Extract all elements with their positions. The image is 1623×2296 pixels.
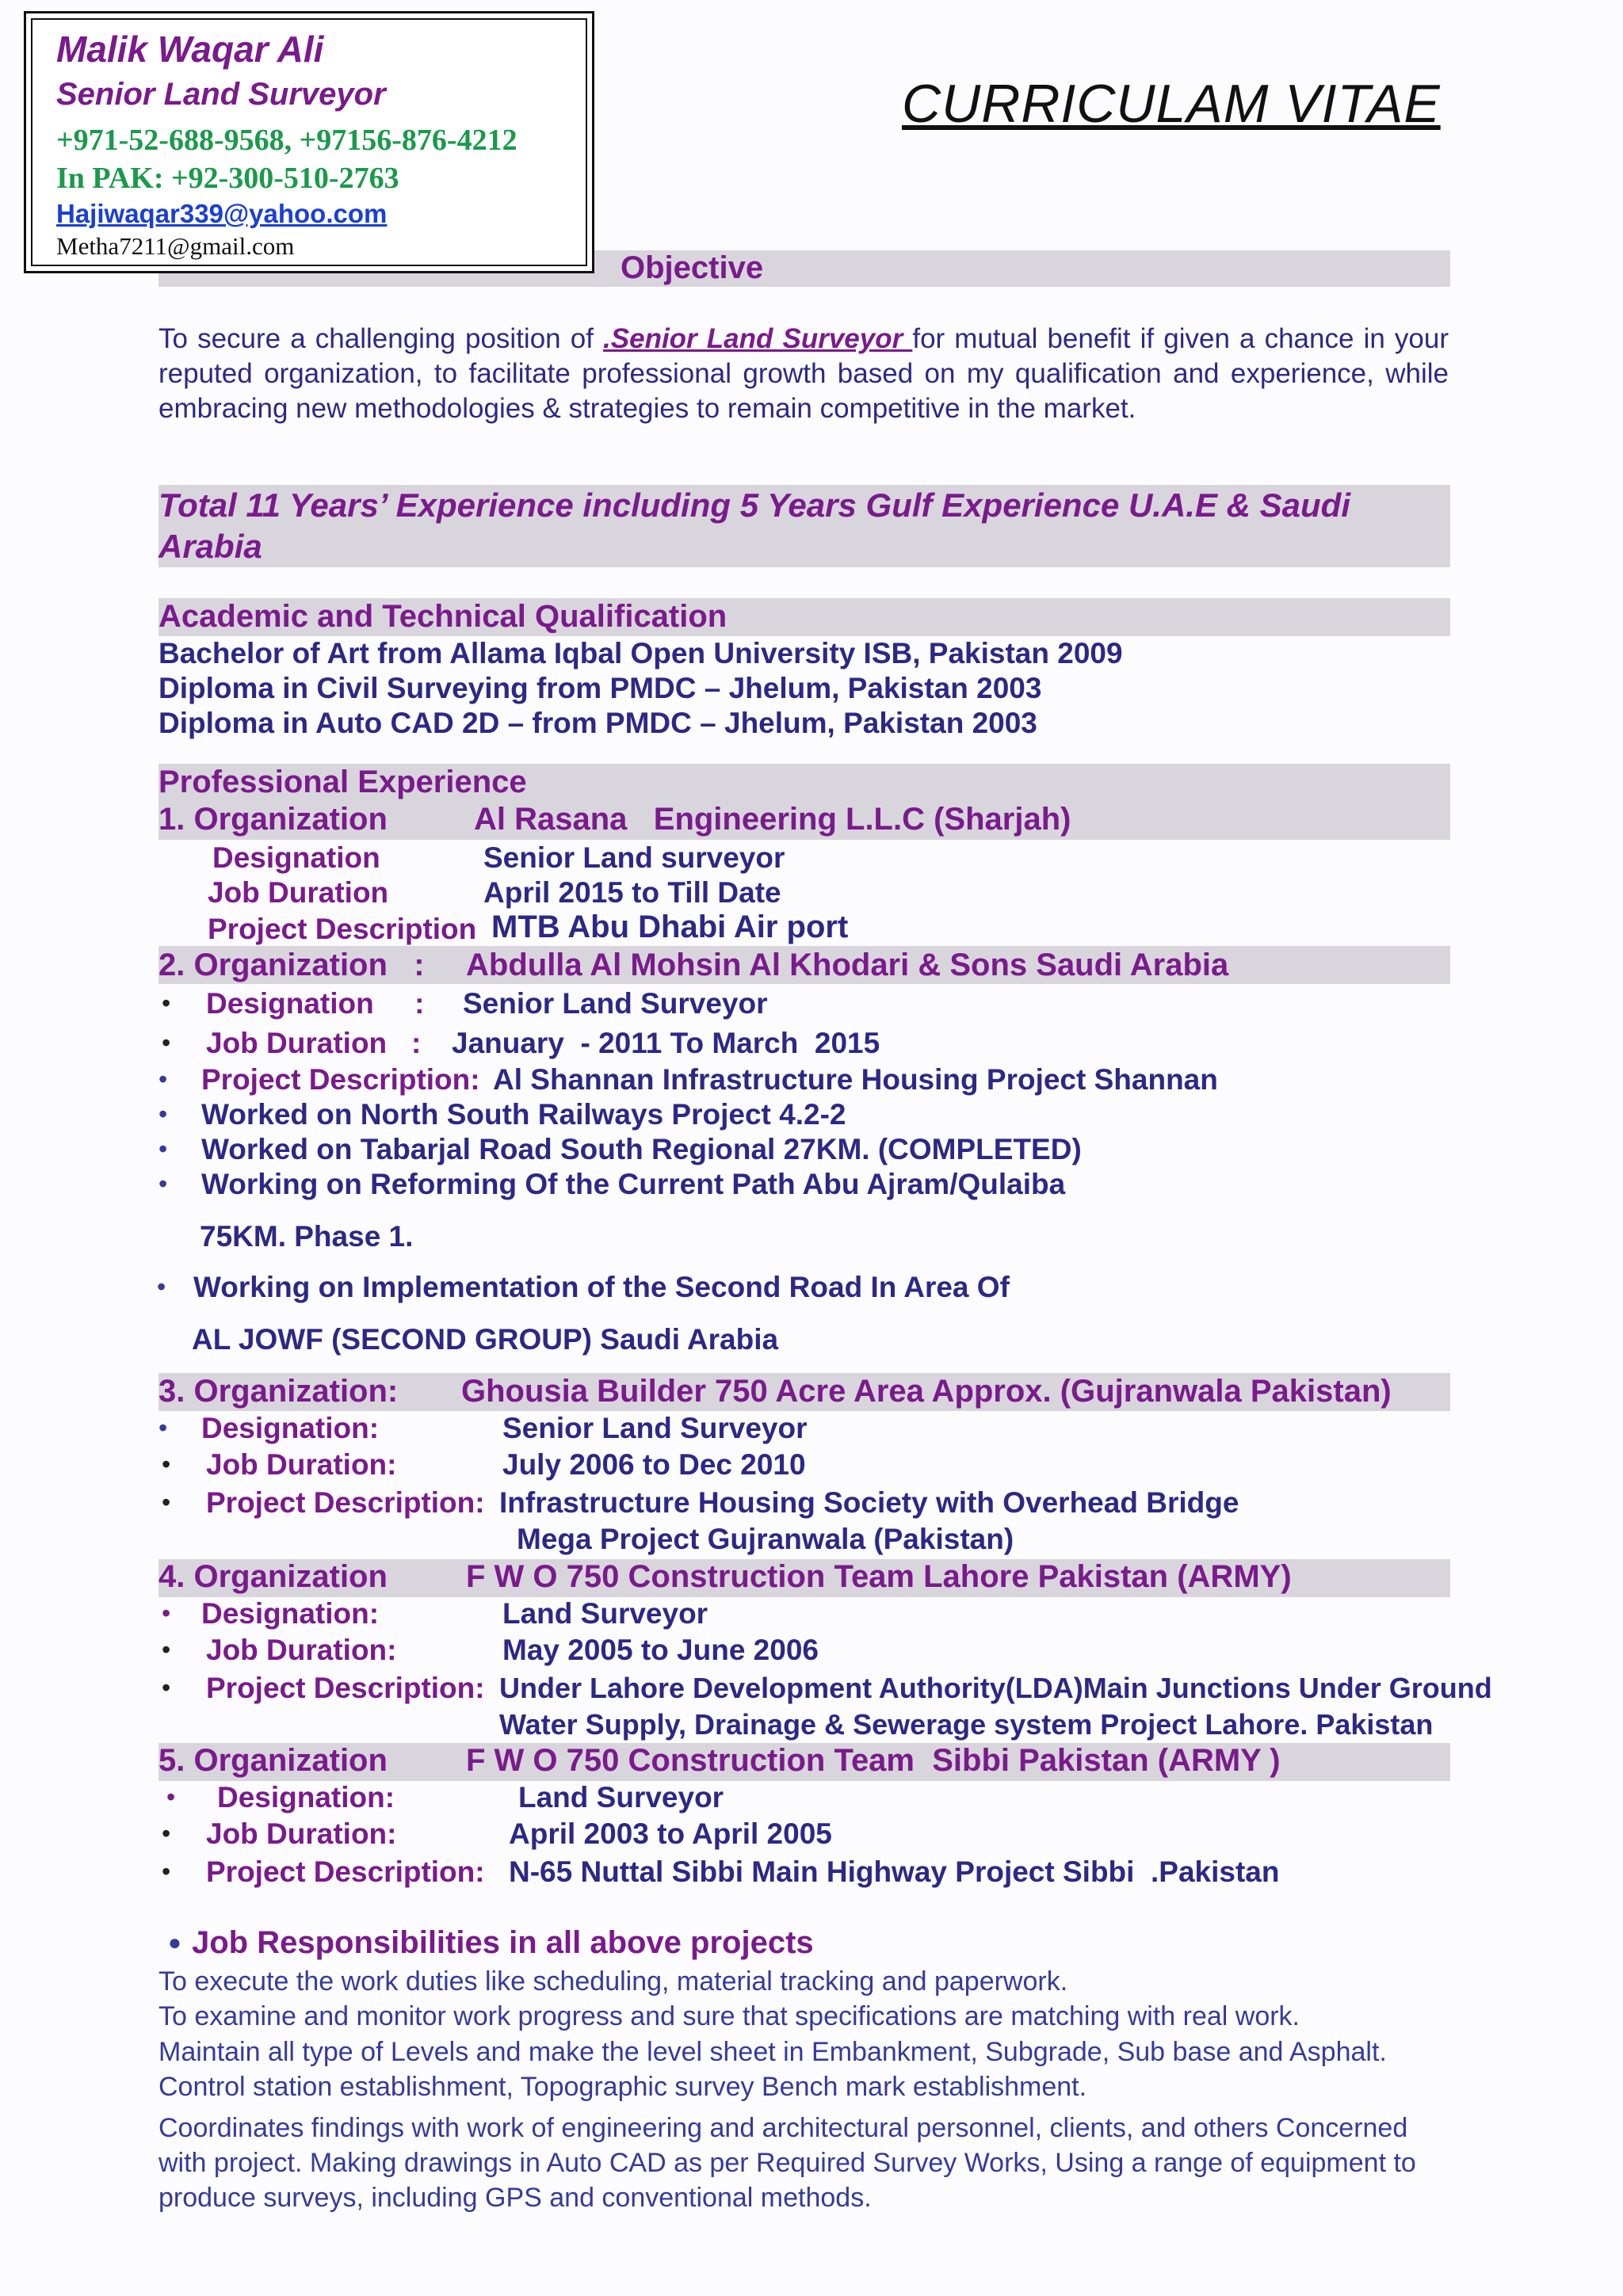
bullet-icon: • (157, 1272, 166, 1301)
org4-label: 4. Organization (158, 1559, 388, 1594)
bullet-icon: • (158, 1135, 168, 1163)
org2-bullet: Working on Implementation of the Second Road In Area Of (193, 1271, 1010, 1303)
bullet-icon: • (162, 1450, 171, 1478)
org5-duration: April 2003 to April 2005 (509, 1817, 832, 1850)
bullet-icon: • (158, 1100, 168, 1128)
qualification-item: Bachelor of Art from Allama Iqbal Open University ISB, Pakistan 2009 (158, 637, 1123, 669)
org5-project-label: Project Description: (206, 1855, 485, 1888)
org2-project: Al Shannan Infrastructure Housing Project Shannan (493, 1063, 1218, 1096)
org2-bullet: Worked on Tabarjal Road South Regional 27KM. (COMPLETED) (201, 1133, 1082, 1165)
bullet-icon: • (162, 1673, 171, 1702)
org2-bullet: Working on Reforming Of the Current Path Abu Ajram/Qulaiba (201, 1168, 1066, 1200)
experience-summary: Total 11 Years’ Experience including 5 Years Gulf Experience U.A.E & Saudi Arabia (158, 486, 1351, 565)
phone-uae: +971-52-688-9568, +97156-876-4212 (56, 124, 517, 157)
org2-bullet: Worked on North South Railways Project 4.2-2 (201, 1098, 846, 1131)
org1-label: 1. Organization (158, 802, 388, 837)
org2-bullet-continued: 75KM. Phase 1. (200, 1220, 414, 1253)
responsibility-line: To examine and monitor work progress and sure that specifications are matching with real work. (158, 2001, 1300, 2031)
org2-project-label: Project Description: (201, 1063, 480, 1096)
bullet-icon: • (162, 1857, 171, 1886)
org4-designation: Land Surveyor (502, 1597, 708, 1630)
org2-designation: Senior Land Surveyor (463, 987, 768, 1020)
org1-duration-label: Job Duration (208, 876, 389, 909)
org3-designation: Senior Land Surveyor (502, 1412, 808, 1444)
org4-project-continued: Water Supply, Drainage & Sewerage system Project Lahore. Pakistan (499, 1708, 1434, 1741)
bullet-icon: • (162, 1028, 171, 1057)
org2-bullet-continued: AL JOWF (SECOND GROUP) Saudi Arabia (192, 1323, 779, 1356)
org2-name: Abdulla Al Mohsin Al Khodari & Sons Saudi Arabia (466, 948, 1229, 982)
org4-designation-label: Designation: (201, 1597, 380, 1630)
org4-project: Under Lahore Development Authority(LDA)Main Junctions Under Ground (499, 1672, 1492, 1704)
org3-name: Ghousia Builder 750 Acre Area Approx. (Gujranwala Pakistan) (461, 1374, 1392, 1409)
objective-post: for mutual benefit if given a chance in your reputed organization, to facilitate professional growth based on my qualification and experience, while embracing new methodologies & strategies to remain competitive in the market. (158, 323, 1449, 424)
org1-name: Al Rasana Engineering L.L.C (Sharjah) (474, 802, 1071, 837)
org1-designation-label: Designation (212, 841, 380, 874)
objective-heading: Objective (621, 250, 764, 285)
email-link-yahoo[interactable]: Hajiwaqar339@yahoo.com (56, 199, 388, 228)
org3-project: Infrastructure Housing Society with Overhead Bridge (499, 1486, 1239, 1519)
org2-duration-label: Job Duration : (206, 1027, 422, 1059)
bullet-icon: • (158, 1169, 168, 1198)
org5-project: N-65 Nuttal Sibbi Main Highway Project Sibbi .Pakistan (509, 1855, 1280, 1888)
org3-designation-label: Designation: (201, 1412, 380, 1444)
bullet-icon: • (162, 1635, 171, 1664)
org5-designation: Land Surveyor (518, 1781, 724, 1814)
org2-duration: January - 2011 To March 2015 (452, 1027, 880, 1059)
bullet-icon: • (158, 1065, 168, 1093)
qualification-item: Diploma in Auto CAD 2D – from PMDC – Jhelum, Pakistan 2003 (158, 707, 1037, 739)
responsibility-line: To execute the work duties like scheduling, material tracking and paperwork. (158, 1966, 1068, 1997)
org1-designation: Senior Land surveyor (483, 841, 785, 874)
bullet-icon: • (162, 989, 171, 1017)
objective-pre: To secure a challenging position of (158, 323, 604, 354)
bullet-icon: ● (168, 1930, 181, 1955)
org1-duration: April 2015 to Till Date (483, 876, 781, 909)
responsibility-paragraph: Coordinates findings with work of engineering and architectural personnel, clients, and others Concerned with project. Making drawings in Auto CAD as per Required Survey Works, Using a range of equipment to produce surveys, including GPS and conventional methods. (158, 2113, 1416, 2213)
org3-project-label: Project Description: (206, 1486, 485, 1519)
org2-label: 2. Organization : (158, 948, 425, 982)
professional-experience-heading: Professional Experience (158, 765, 527, 799)
bullet-icon: • (166, 1783, 176, 1811)
org1-project-label: Project Description (208, 913, 477, 945)
bullet-icon: • (158, 1413, 168, 1442)
org1-project: MTB Abu Dhabi Air port (491, 910, 849, 944)
candidate-title: Senior Land Surveyor (56, 77, 386, 112)
responsibility-paragraph: Maintain all type of Levels and make the level sheet in Embankment, Subgrade, Sub base and Asphalt. Control station establishment, Topographic survey Bench mark establishment. (158, 2037, 1387, 2102)
qualification-item: Diploma in Civil Surveying from PMDC – Jhelum, Pakistan 2003 (158, 672, 1042, 704)
cv-title: CURRICULAM VITAE (902, 74, 1441, 134)
org3-duration-label: Job Duration: (206, 1448, 397, 1481)
contact-box (24, 11, 594, 273)
org4-name: F W O 750 Construction Team Lahore Pakistan (ARMY) (466, 1559, 1292, 1594)
candidate-name: Malik Waqar Ali (56, 29, 324, 70)
org2-designation-label: Designation : (206, 987, 425, 1020)
org5-name: F W O 750 Construction Team Sibbi Pakistan (ARMY ) (466, 1743, 1281, 1778)
bullet-icon: • (162, 1599, 171, 1627)
responsibilities-heading: Job Responsibilities in all above projects (192, 1925, 814, 1960)
objective-position: .Senior Land Surveyor (603, 323, 913, 354)
org4-project-label: Project Description: (206, 1672, 485, 1704)
bullet-icon: • (162, 1488, 171, 1516)
phone-pak: In PAK: +92-300-510-2763 (56, 162, 399, 195)
org4-duration-label: Job Duration: (206, 1634, 397, 1666)
org5-duration-label: Job Duration: (206, 1817, 397, 1850)
org3-duration: July 2006 to Dec 2010 (502, 1448, 806, 1481)
org5-designation-label: Designation: (217, 1781, 395, 1814)
email-gmail: Metha7211@gmail.com (56, 232, 295, 260)
org3-label: 3. Organization: (158, 1374, 399, 1409)
org3-project-continued: Mega Project Gujranwala (Pakistan) (517, 1523, 1014, 1555)
bullet-icon: • (162, 1819, 171, 1848)
org5-label: 5. Organization (158, 1743, 388, 1778)
org4-duration: May 2005 to June 2006 (502, 1634, 819, 1666)
qualification-heading: Academic and Technical Qualification (158, 599, 727, 634)
objective-text (158, 322, 1449, 426)
